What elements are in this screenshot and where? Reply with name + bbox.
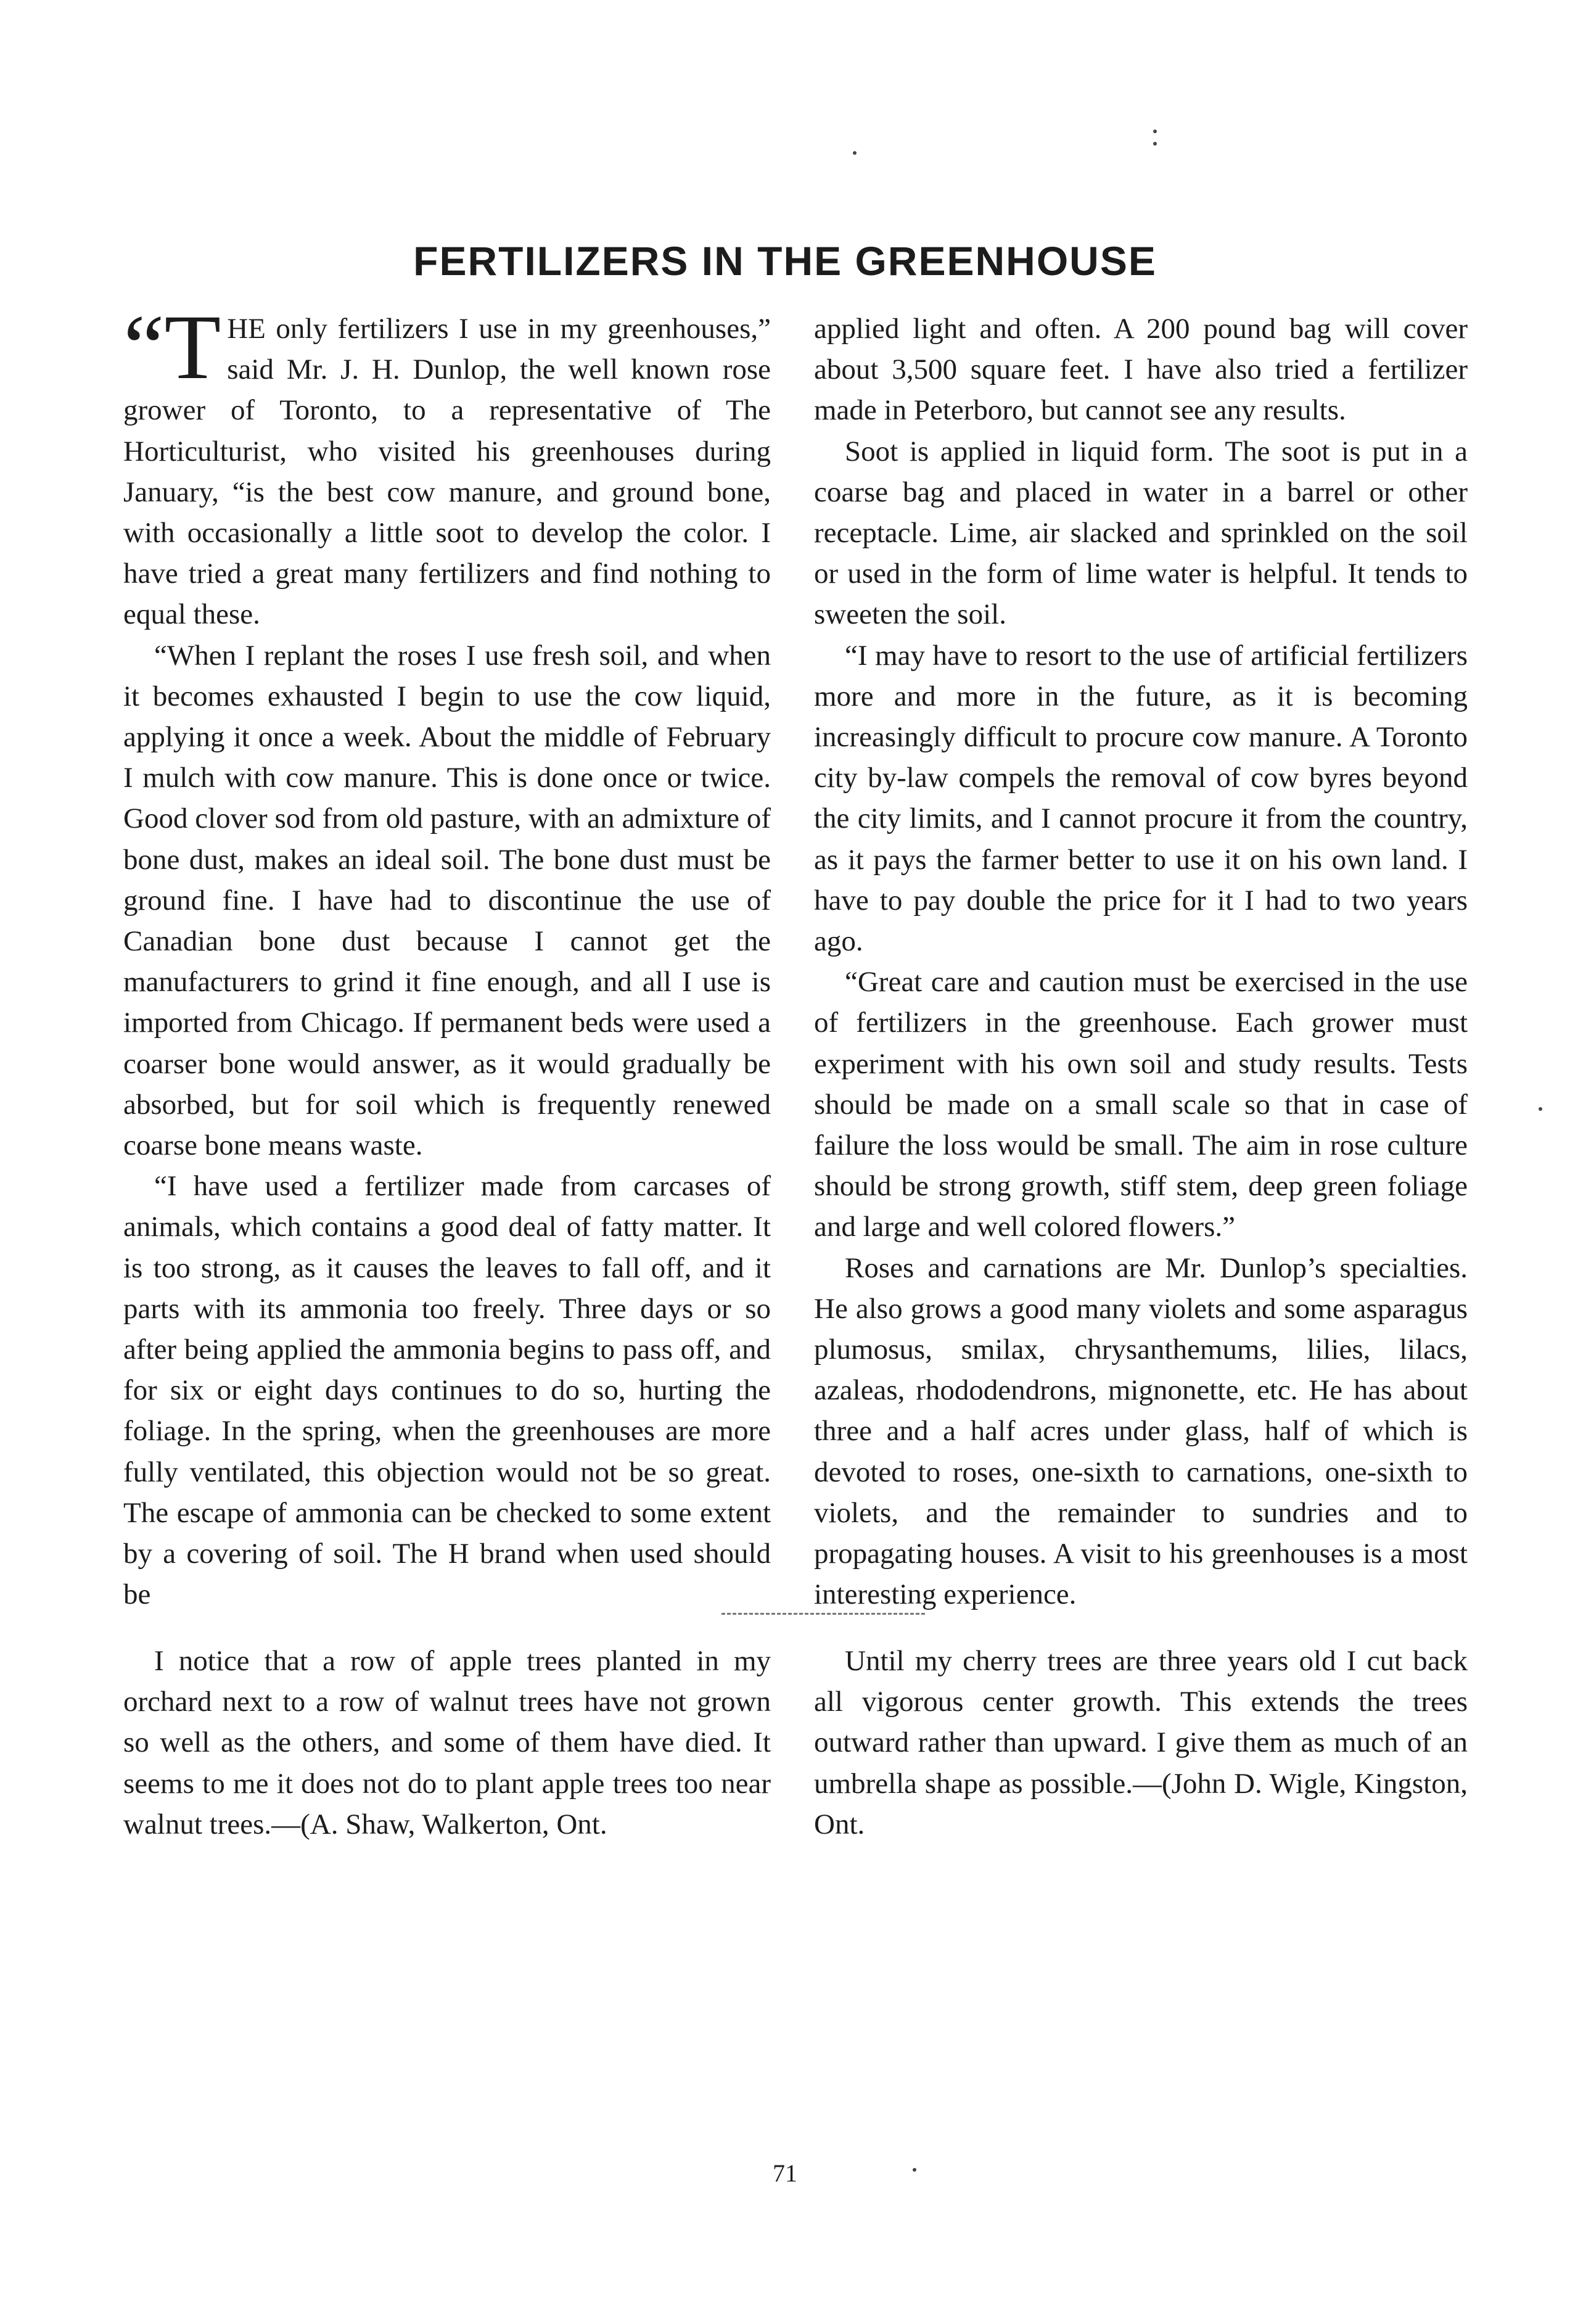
article-paragraph: “When I replant the roses I use fresh soil, and when it becomes exhausted I begin to use the cow liquid, applying it once a week. About the middle of February I mulch with cow manure. This is done once or twice. Good clover sod from old pasture, with an admixture of bone dust, makes an ideal soil. The bone dust must be ground fine. I have had to discontinue the use of Canadian bone dust because I cannot get the manufacturers to grind it fine enough, and all I use is imported from Chicago. If permanent beds were used a coarser bone would answer, as it would gradually be absorbed, but for soil which is frequently renewed coarse bone means waste. <box>123 639 771 1162</box>
drop-cap: “T <box>123 296 221 398</box>
print-speck <box>853 151 857 155</box>
note-text: I notice that a row of apple trees planted in my orchard next to a row of walnut trees have not grown so well as the others, and some of them have died. It seems to me it does not do to plant apple trees too near walnut trees.—(A. Shaw, Walkerton, Ont. <box>123 1645 771 1840</box>
reader-note-left <box>123 1641 771 1845</box>
reader-note-right <box>814 1641 1468 1845</box>
article-paragraph: “I have used a fertilizer made from carcases of animals, which contains a good deal of fatty matter. It is too strong, as it causes the leaves to fall off, and it parts with its ammonia too freely. Three days or so after being applied the ammonia begins to pass off, and for six or eight days continues to do so, hurting the foliage. In the spring, when the greenhouses are more fully ventilated, this objection would not be so great. The escape of ammonia can be checked to some extent by a covering of soil. The H brand when used should be <box>123 1170 771 1611</box>
article-paragraph: applied light and often. A 200 pound bag will cover about 3,500 square feet. I have also tried a fertilizer made in Peterboro, but cannot see any results. <box>814 313 1468 427</box>
print-speck <box>913 2168 916 2172</box>
section-divider <box>721 1613 925 1615</box>
article-title: FERTILIZERS IN THE GREENHOUSE <box>413 238 1157 284</box>
page-number: 71 <box>773 2159 797 2187</box>
article-column-right <box>814 308 1468 1615</box>
print-speck <box>1153 142 1157 146</box>
article-paragraph: “I may have to resort to the use of artificial fertilizers more and more in the future, as it is becoming increasingly difficult to procure cow manure. A Toronto city by-law compels the removal of cow byres beyond the city limits, and I cannot procure it from the country, as it pays the farmer better to use it on his own land. I have to pay double the price for it I had to two years ago. <box>814 639 1468 958</box>
article-paragraph: Roses and carnations are Mr. Dunlop’s specialties. He also grows a good many violets and some asparagus plumosus, smilax, chrysanthemums, lilies, lilacs, azaleas, rhododendrons, mignonette, etc. He has about three and a half acres under glass, half of which is devoted to roses, one-sixth to carnations, one-sixth to violets, and the remainder to sundries and to propagating houses. A visit to his greenhouses is a most interesting experience. <box>814 1251 1468 1611</box>
print-speck <box>1539 1107 1542 1111</box>
note-text: Until my cherry trees are three years old I cut back all vigorous center growth. This extends the trees outward rather than upward. I give them as much of an umbrella shape as possible.—(John D. Wigle, Kingston, Ont. <box>814 1645 1468 1840</box>
paragraph-text: HE only fertilizers I use in my greenhouses,” said Mr. J. H. Dunlop, the well known rose grower of Toronto, to a representative of The Horticulturist, who visited his greenhouses during January, “is the best cow manure, and ground bone, with occasionally a little soot to develop the color. I have tried a great many fertilizers and find nothing to equal these. <box>123 313 771 631</box>
print-speck <box>1153 130 1157 133</box>
article-column-left <box>123 296 771 1615</box>
article-paragraph: “Great care and caution must be exercised in the use of fertilizers in the greenhouse. Each grower must experiment with his own soil and study results. Tests should be made on a small scale so that in case of failure the loss would be small. The aim in rose culture should be strong growth, stiff stem, deep green foliage and large and well colored flowers.” <box>814 966 1468 1243</box>
article-paragraph: Soot is applied in liquid form. The soot is put in a coarse bag and placed in water in a barrel or other receptacle. Lime, air slacked and sprinkled on the soil or used in the form of lime water is helpful. It tends to sweeten the soil. <box>814 435 1468 631</box>
article-paragraph <box>123 296 771 635</box>
